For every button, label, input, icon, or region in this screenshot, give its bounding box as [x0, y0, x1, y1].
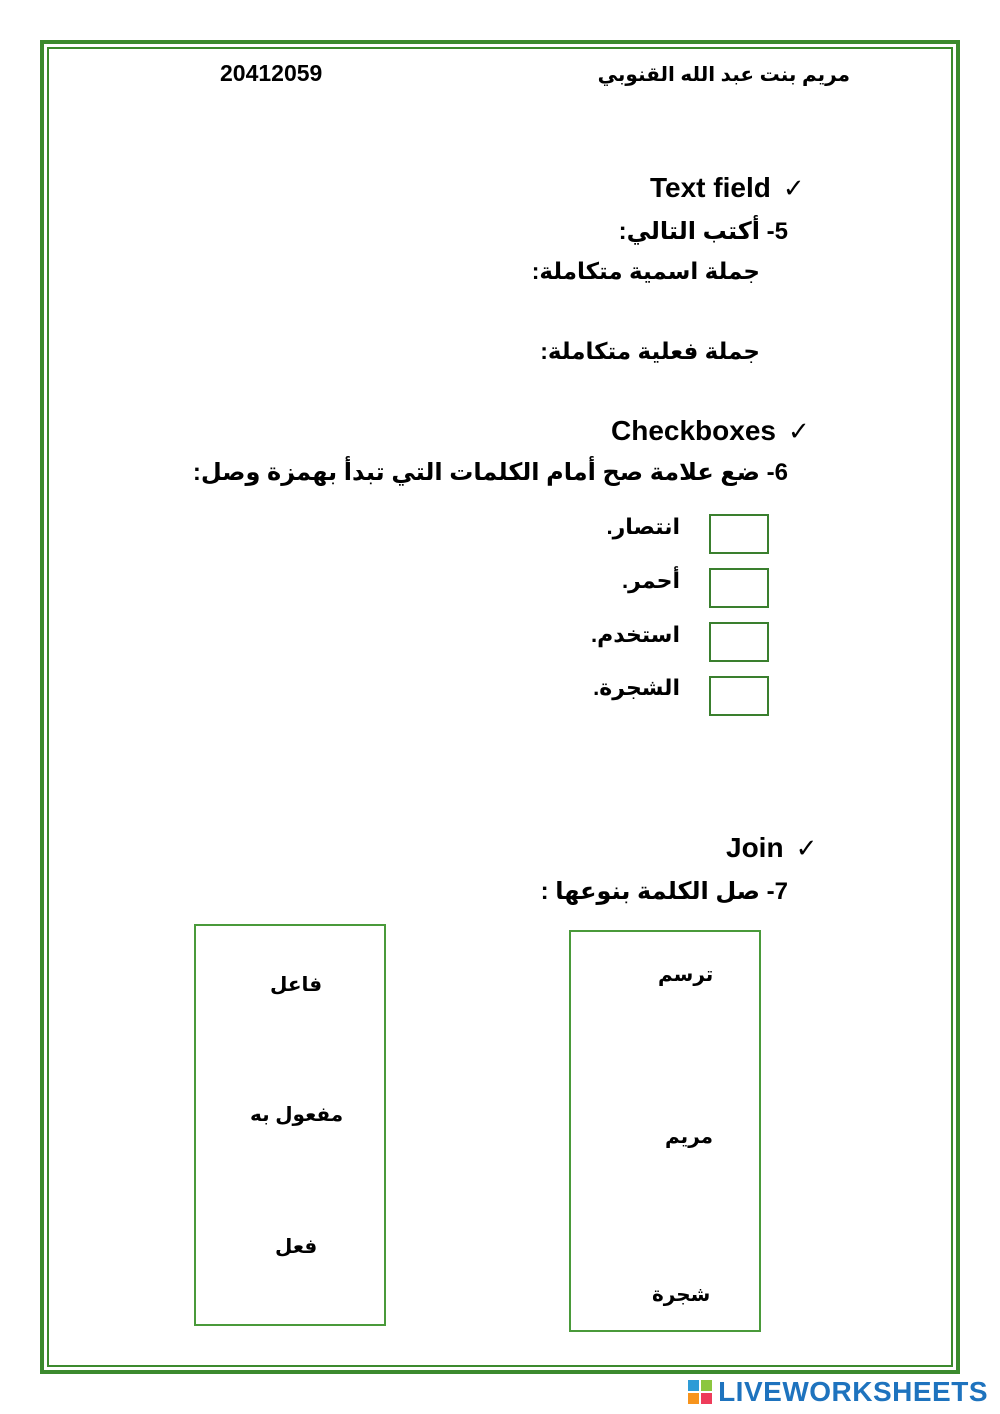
join-right-word-1[interactable]: ترسم	[658, 964, 714, 986]
question-6: 6- ضع علامة صح أمام الكلمات التي تبدأ بهمزة وصل:	[192, 459, 788, 486]
section-title-label: Join	[726, 832, 784, 863]
prompt-nominal-sentence: جملة اسمية متكاملة:	[531, 258, 760, 284]
prompt-verbal-sentence: جملة فعلية متكاملة:	[540, 338, 760, 364]
checkbox-option-3[interactable]	[709, 622, 769, 662]
section-title-label: Text field	[650, 172, 771, 203]
join-left-word-2[interactable]: مفعول به	[250, 1104, 344, 1126]
checkbox-label-2: أحمر.	[622, 568, 680, 593]
page-frame-inner	[47, 47, 953, 1367]
checkmark-icon: ✓	[795, 832, 818, 863]
liveworksheets-logo	[688, 1376, 988, 1408]
join-left-word-3[interactable]: فعل	[275, 1236, 318, 1258]
join-right-word-3[interactable]: شجرة	[652, 1284, 711, 1306]
checkbox-label-3: استخدم.	[591, 622, 680, 647]
checkmark-icon: ✓	[782, 172, 805, 203]
join-left-word-1[interactable]: فاعل	[270, 974, 323, 996]
question-5: 5- أكتب التالي:	[618, 218, 788, 245]
join-right-word-2[interactable]: مريم	[665, 1126, 714, 1148]
logo-text: LIVEWORKSHEETS	[718, 1376, 988, 1407]
checkbox-option-2[interactable]	[709, 568, 769, 608]
checkbox-option-1[interactable]	[709, 514, 769, 554]
checkmark-icon: ✓	[787, 415, 810, 446]
logo-square-4	[701, 1393, 712, 1404]
logo-square-1	[688, 1380, 699, 1391]
student-id: 20412059	[220, 60, 323, 86]
student-name: مريم بنت عبد الله القنوبي	[597, 64, 850, 86]
question-7: 7- صل الكلمة بنوعها :	[540, 878, 788, 905]
section-title-text-field	[650, 172, 805, 204]
logo-square-2	[701, 1380, 712, 1391]
section-title-checkboxes	[611, 415, 810, 447]
checkbox-option-4[interactable]	[709, 676, 769, 716]
section-title-label: Checkboxes	[611, 415, 776, 446]
checkbox-label-1: انتصار.	[606, 514, 680, 539]
checkbox-label-4: الشجرة.	[593, 675, 680, 700]
section-title-join	[726, 832, 817, 864]
liveworksheets-logo-icon	[688, 1380, 712, 1404]
logo-square-3	[688, 1393, 699, 1404]
